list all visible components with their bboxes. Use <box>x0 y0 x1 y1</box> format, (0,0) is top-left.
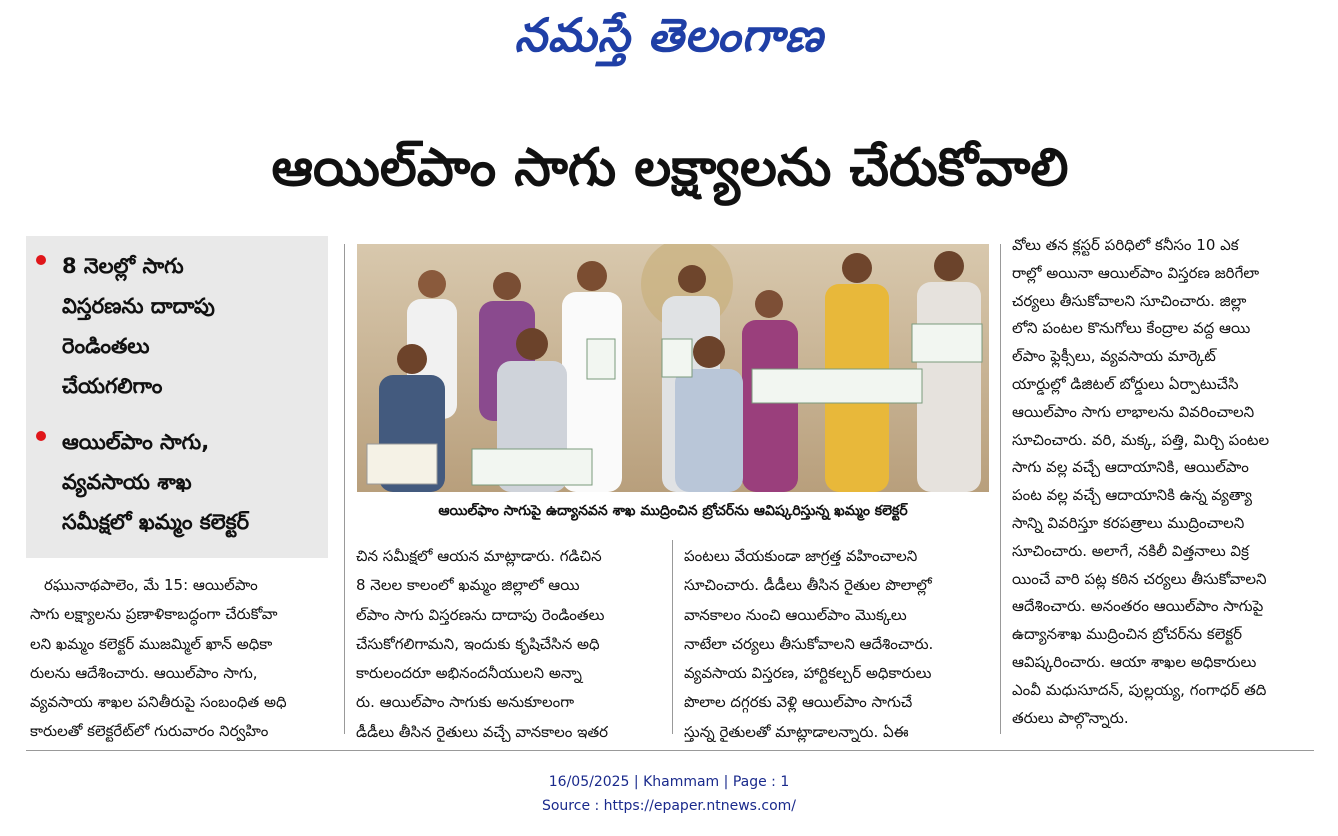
text-line: తరులు పాల్గొన్నారు. <box>1012 708 1129 727</box>
highlight-line: రెండింతలు <box>62 334 150 358</box>
text-line: డీడీలు తీసిన రైతులు వచ్చే వానకాలం ఇతర <box>356 722 609 741</box>
text-line: యించే వారి పట్ల కఠిన చర్యలు తీసుకోవాలని <box>1012 569 1267 588</box>
article-column-2 <box>356 542 662 747</box>
text-line: 8 నెలల కాలంలో ఖమ్మం జిల్లాలో ఆయి <box>356 576 580 595</box>
text-line: పంటలు వేయకుండా జాగ్రత్త వహించాలని <box>684 547 918 565</box>
text-line: రులను ఆదేశించారు. ఆయిల్‌పాం సాగు, <box>30 663 258 682</box>
text-line: లోని పంటల కొనుగోలు కేంద్రాల వద్ద ఆయి <box>1012 319 1251 338</box>
highlight-line: 8 నెలల్లో సాగు <box>62 254 184 278</box>
highlight-line: సమీక్షలో ఖమ్మం కలెక్టర్ <box>62 510 250 534</box>
text-line: చేసుకోగలిగామని, ఇందుకు కృషిచేసిన అధి <box>356 634 600 653</box>
bullet-icon <box>36 255 46 265</box>
highlights-box <box>26 236 328 558</box>
article-column-3 <box>684 542 990 747</box>
article-headline: ఆయిల్‌పాం సాగు లక్ష్యాలను చేరుకోవాలి <box>271 138 1069 198</box>
highlight-line: చేయగలిగాం <box>62 374 163 398</box>
highlight-line: ఆయిల్‌పాం సాగు, <box>62 430 210 454</box>
text-line: ఆదేశించారు. అనంతరం ఆయిల్‌పాం సాగుపై <box>1012 597 1264 616</box>
text-line: ల్‌పాం ఫ్లెక్సీలు, వ్యవసాయ మార్కెట్ <box>1012 347 1216 366</box>
bullet-icon <box>36 431 46 441</box>
highlight-item <box>36 246 326 406</box>
text-line: నాటేలా చర్యలు తీసుకోవాలని ఆదేశించారు. <box>684 634 934 653</box>
text-line: లని ఖమ్మం కలెక్టర్ ముజమ్మిల్ ఖాన్ అధికా <box>30 634 273 653</box>
text-line: సూచించారు. వరి, మక్క, పత్తి, మిర్చి పంటల <box>1012 430 1270 449</box>
text-line: రఘునాథపాలెం, మే 15: ఆయిల్‌పాం <box>44 576 258 594</box>
text-line: ఆవిష్కరించారు. ఆయా శాఖల అధికారులు <box>1012 652 1257 671</box>
text-line: స్తున్న రైతులతో మాట్లాడాలన్నారు. ఏఈ <box>684 722 909 741</box>
text-line: సూచించారు. అలాగే, నకిలీ విత్తనాలు విక్ర <box>1012 541 1249 560</box>
text-line: వానకాలం నుంచి ఆయిల్‌పాం మొక్కలు <box>684 605 907 624</box>
highlight-item <box>36 422 326 542</box>
text-line: కారులందరూ అభినందనీయులని అన్నా <box>356 664 582 683</box>
text-line: వోలు తన క్లస్టర్ పరిధిలో కనీసం 10 ఎక <box>1012 236 1239 254</box>
text-line: కారులతో కలెక్టరేట్‌లో గురువారం నిర్వహిం <box>30 722 269 741</box>
article-column-4 <box>1012 232 1318 732</box>
text-line: పొలాల దగ్గరకు వెళ్లి ఆయిల్‌పాం సాగుచే <box>684 693 913 712</box>
text-line: వ్యవసాయ శాఖల పనితీరుపై సంబంధిత అధి <box>30 693 287 712</box>
footer-source-link[interactable]: Source : https://epaper.ntnews.com/ <box>541 798 797 814</box>
text-line: సాన్ని వివరిస్తూ కరపత్రాలు ముద్రించాలని <box>1012 513 1245 532</box>
page-rule <box>26 750 1314 751</box>
text-line: సాగు వల్ల వచ్చే ఆదాయానికి, ఆయిల్‌పాం <box>1012 458 1249 477</box>
text-line: ఎంవీ మధుసూదన్, పుల్లయ్య, గంగాధర్ తది <box>1012 680 1267 699</box>
footer-date-edition: 16/05/2025 | Khammam | Page : 1 <box>548 774 790 790</box>
text-line: ఆయిల్‌పాం సాగు లాభాలను వివరించాలని <box>1012 402 1255 421</box>
text-line: రాల్లో అయినా ఆయిల్‌పాం విస్తరణ జరిగేలా <box>1012 263 1260 282</box>
text-line: యార్డుల్లో డిజిటల్ బోర్డులు ఏర్పాటుచేసి <box>1012 374 1239 393</box>
photo-caption: ఆయిల్‌ఫాం సాగుపై ఉద్యానవన శాఖ ముద్రించిన బ్రోచర్‌ను ఆవిష్కరిస్తున్న ఖమ్మం కలెక్టర్ <box>438 503 908 519</box>
newspaper-masthead <box>0 8 1338 74</box>
highlight-line: వ్యవసాయ శాఖ <box>62 470 192 494</box>
text-line: చర్యలు తీసుకోవాలని సూచించారు. జిల్లా <box>1012 291 1247 310</box>
text-line: చిన సమీక్షలో ఆయన మాట్లాడారు. గడిచిన <box>356 547 602 565</box>
highlight-line: విస్తరణను దాదాపు <box>62 294 215 318</box>
article-column-1 <box>30 571 330 747</box>
text-line: పంట వల్ల వచ్చే ఆదాయానికి ఉన్న వ్యత్యా <box>1012 486 1253 505</box>
article-photo <box>357 244 989 492</box>
masthead-title: నమస్తే తెలంగాణ <box>514 8 824 62</box>
text-line: ఉద్యానశాఖ ముద్రించిన బ్రోచర్‌ను కలెక్టర్ <box>1012 625 1243 644</box>
text-line: ల్‌పాం సాగు విస్తరణను దాదాపు రెండింతలు <box>356 605 605 624</box>
column-divider <box>1000 244 1001 734</box>
text-line: సూచించారు. డీడీలు తీసిన రైతుల పొలాల్లో <box>684 576 932 595</box>
text-line: వ్యవసాయ విస్తరణ, హార్టికల్చర్ అధికారులు <box>684 664 932 683</box>
text-line: రు. ఆయిల్‌పాం సాగుకు అనుకూలంగా <box>356 693 575 712</box>
text-line: సాగు లక్ష్యాలను ప్రణాళికాబద్ధంగా చేరుకోవా <box>30 605 278 624</box>
column-divider <box>672 540 673 734</box>
photo-scene <box>357 244 989 492</box>
column-divider <box>344 244 345 734</box>
